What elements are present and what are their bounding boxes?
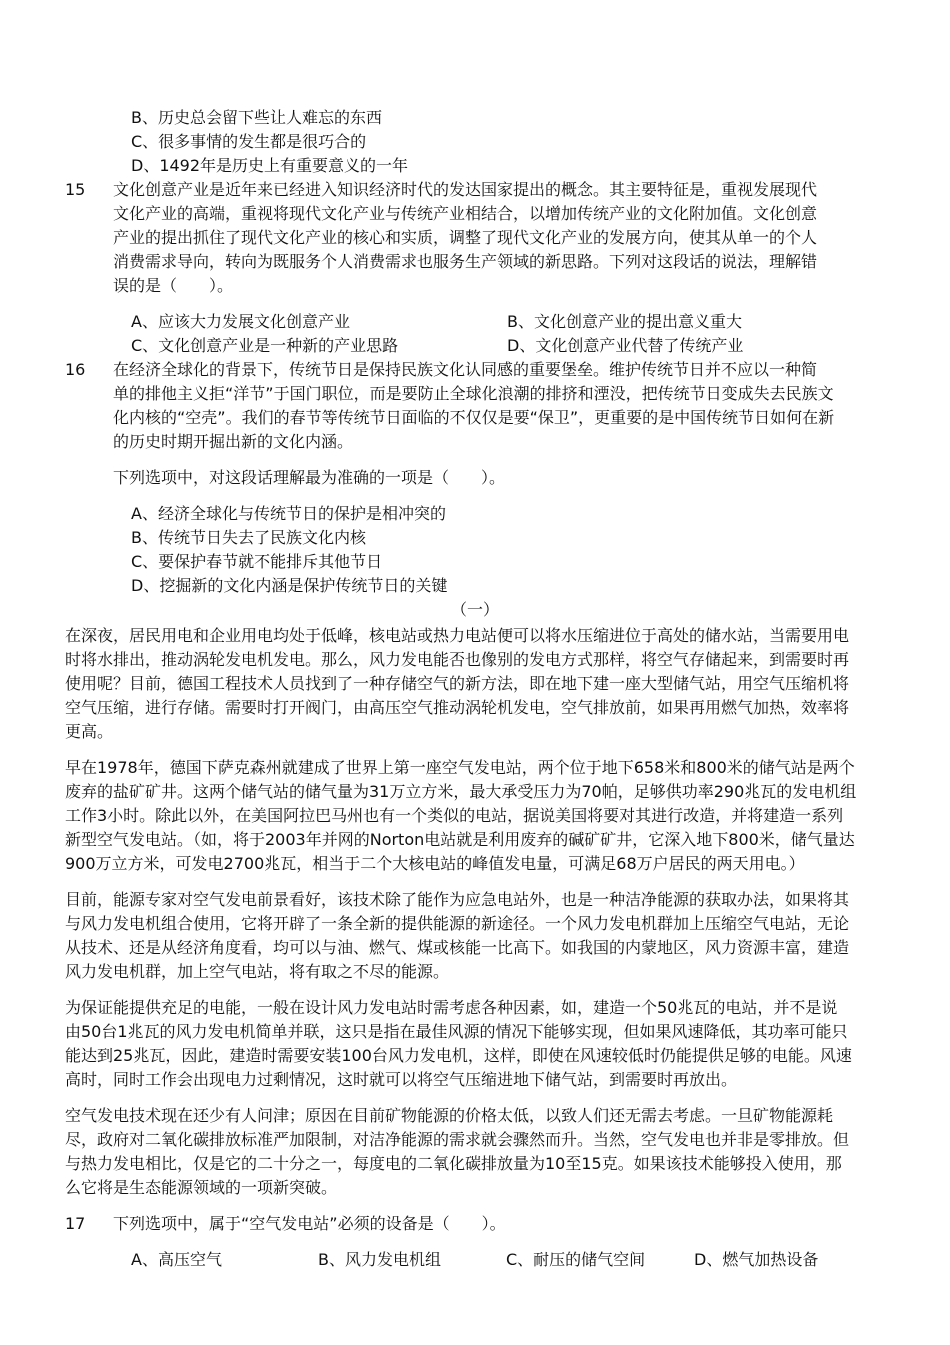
- passage-p4-line: 为保证能提供充足的电能，一般在设计风力发电站时需考虑各种因素，如，建造一个50兆瓦的电站，并不是说: [65, 998, 838, 1017]
- q15-number: 15: [65, 180, 86, 199]
- passage-p1-line: 时将水排出，推动涡轮发电机发电。那么，风力发电能否也像别的发电方式那样，将空气存储起来，到需要时再: [65, 650, 850, 669]
- passage-p3-line: 风力发电机群，加上空气电站，将有取之不尽的能源。: [65, 962, 450, 981]
- q15-option-c: C、文化创意产业是一种新的产业思路: [131, 336, 399, 355]
- q16-prompt: 下列选项中，对这段话理解最为准确的一项是（ ）。: [113, 468, 506, 487]
- q16-option-d: D、挖掘新的文化内涵是保护传统节日的关键: [131, 576, 448, 595]
- q17-number: 17: [65, 1214, 86, 1233]
- q17-option-d: D、燃气加热设备: [694, 1250, 819, 1269]
- q16-number: 16: [65, 360, 86, 379]
- q15-text-line: 误的是（ ）。: [113, 276, 234, 295]
- passage-p1-line: 更高。: [65, 722, 114, 741]
- passage-p2-line: 900万立方米，可发电2700兆瓦，相当于二个大核电站的峰值发电量，可满足68万户居民的两天用电。）: [65, 854, 805, 873]
- q16-option-b: B、传统节日失去了民族文化内核: [131, 528, 366, 547]
- section-title: （一）: [450, 600, 499, 619]
- passage-p2-line: 新型空气发电站。（如，将于2003年并网的Norton电站就是利用废弃的碱矿矿井，它深入地下800米，储气量达: [65, 830, 855, 849]
- q16-text-line: 的历史时期开掘出新的文化内涵。: [113, 432, 354, 451]
- passage-p3-line: 从技术、还是从经济角度看，均可以与油、燃气、煤或核能一比高下。如我国的内蒙地区，风力资源丰富，建造: [65, 938, 850, 957]
- q16-option-c: C、要保护春节就不能排斥其他节日: [131, 552, 383, 571]
- passage-p3-line: 目前，能源专家对空气发电前景看好，该技术除了能作为应急电站外，也是一种洁净能源的获取办法，如果将其: [65, 890, 850, 909]
- passage-p5-line: 尽，政府对二氧化碳排放标准严加限制，对洁净能源的需求就会骤然而升。当然，空气发电也并非是零排放。但: [65, 1130, 850, 1149]
- q16-text-line: 单的排他主义拒“洋节”于国门职位，而是要防止全球化浪潮的排挤和湮没，把传统节日变成失去民族文: [113, 384, 834, 403]
- q15-text-line: 消费需求导向，转向为既服务个人消费需求也服务生产领域的新思路。下列对这段话的说法，理解错: [113, 252, 818, 271]
- q15-text-line: 文化产业的高端，重视将现代文化产业与传统产业相结合，以增加传统产业的文化附加值。文化创意: [113, 204, 818, 223]
- q15-option-a: A、应该大力发展文化创意产业: [131, 312, 350, 331]
- passage-p1-line: 空气压缩，进行存储。需要时打开阀门，由高压空气推动涡轮机发电，空气排放前，如果再用燃气加热，效率将: [65, 698, 850, 717]
- q17-option-c: C、耐压的储气空间: [506, 1250, 646, 1269]
- passage-p4-line: 由50台1兆瓦的风力发电机简单并联，这只是指在最佳风源的情况下能够实现，但如果风速降低，其功率可能只: [65, 1022, 848, 1041]
- q14-option-c: C、很多事情的发生都是很巧合的: [131, 132, 367, 151]
- q14-option-b: B、历史总会留下些让人难忘的东西: [131, 108, 382, 127]
- passage-p2-line: 早在1978年，德国下萨克森州就建成了世界上第一座空气发电站，两个位于地下658米和800米的储气站是两个: [65, 758, 855, 777]
- passage-p1-line: 在深夜，居民用电和企业用电均处于低峰，核电站或热力电站便可以将水压缩进位于高处的储水站，当需要用电: [65, 626, 850, 645]
- passage-p4-line: 高时，同时工作会出现电力过剩情况，这时就可以将空气压缩进地下储气站，到需要时再放出。: [65, 1070, 738, 1089]
- q17-prompt: 下列选项中，属于“空气发电站”必须的设备是（ ）。: [113, 1214, 506, 1233]
- q15-text-line: 产业的提出抓住了现代文化产业的核心和实质，调整了现代文化产业的发展方向，使其从单一的个人: [113, 228, 818, 247]
- passage-p1-line: 使用呢？目前，德国工程技术人员找到了一种存储空气的新方法，即在地下建一座大型储气站，用空气压缩机将: [65, 674, 850, 693]
- passage-p2-line: 废弃的盐矿矿井。这两个储气站的储气量为31万立方米，最大承受压力为70帕，足够供功率290兆瓦的发电机组: [65, 782, 857, 801]
- passage-p2-line: 工作3小时。除此以外，在美国阿拉巴马州也有一个类似的电站，据说美国将要对其进行改造，并将建造一系列: [65, 806, 844, 825]
- q17-option-b: B、风力发电机组: [318, 1250, 441, 1269]
- passage-p3-line: 与风力发电机组合使用，它将开辟了一条全新的提供能源的新途径。一个风力发电机群加上压缩空气电站，无论: [65, 914, 850, 933]
- q16-option-a: A、经济全球化与传统节日的保护是相冲突的: [131, 504, 446, 523]
- q16-text-line: 在经济全球化的背景下，传统节日是保持民族文化认同感的重要堡垒。维护传统节日并不应以一种简: [113, 360, 818, 379]
- q15-option-b: B、文化创意产业的提出意义重大: [507, 312, 742, 331]
- q17-option-a: A、高压空气: [131, 1250, 222, 1269]
- q15-option-d: D、文化创意产业代替了传统产业: [507, 336, 744, 355]
- q15-text-line: 文化创意产业是近年来已经进入知识经济时代的发达国家提出的概念。其主要特征是，重视发展现代: [113, 180, 818, 199]
- passage-p5-line: 空气发电技术现在还少有人问津；原因在目前矿物能源的价格太低，以致人们还无需去考虑。一旦矿物能源耗: [65, 1106, 834, 1125]
- passage-p5-line: 么它将是生态能源领域的一项新突破。: [65, 1178, 338, 1197]
- passage-p4-line: 能达到25兆瓦，因此，建造时需要安装100台风力发电机，这样，即使在风速较低时仍能提供足够的电能。风速: [65, 1046, 852, 1065]
- passage-p5-line: 与热力发电相比，仅是它的二十分之一，每度电的二氧化碳排放量为10至15克。如果该技术能够投入使用，那: [65, 1154, 842, 1173]
- q16-text-line: 化内核的“空壳”。我们的春节等传统节日面临的不仅仅是要“保卫”，更重要的是中国传统节日如何在新: [113, 408, 835, 427]
- q14-option-d: D、1492年是历史上有重要意义的一年: [131, 156, 409, 175]
